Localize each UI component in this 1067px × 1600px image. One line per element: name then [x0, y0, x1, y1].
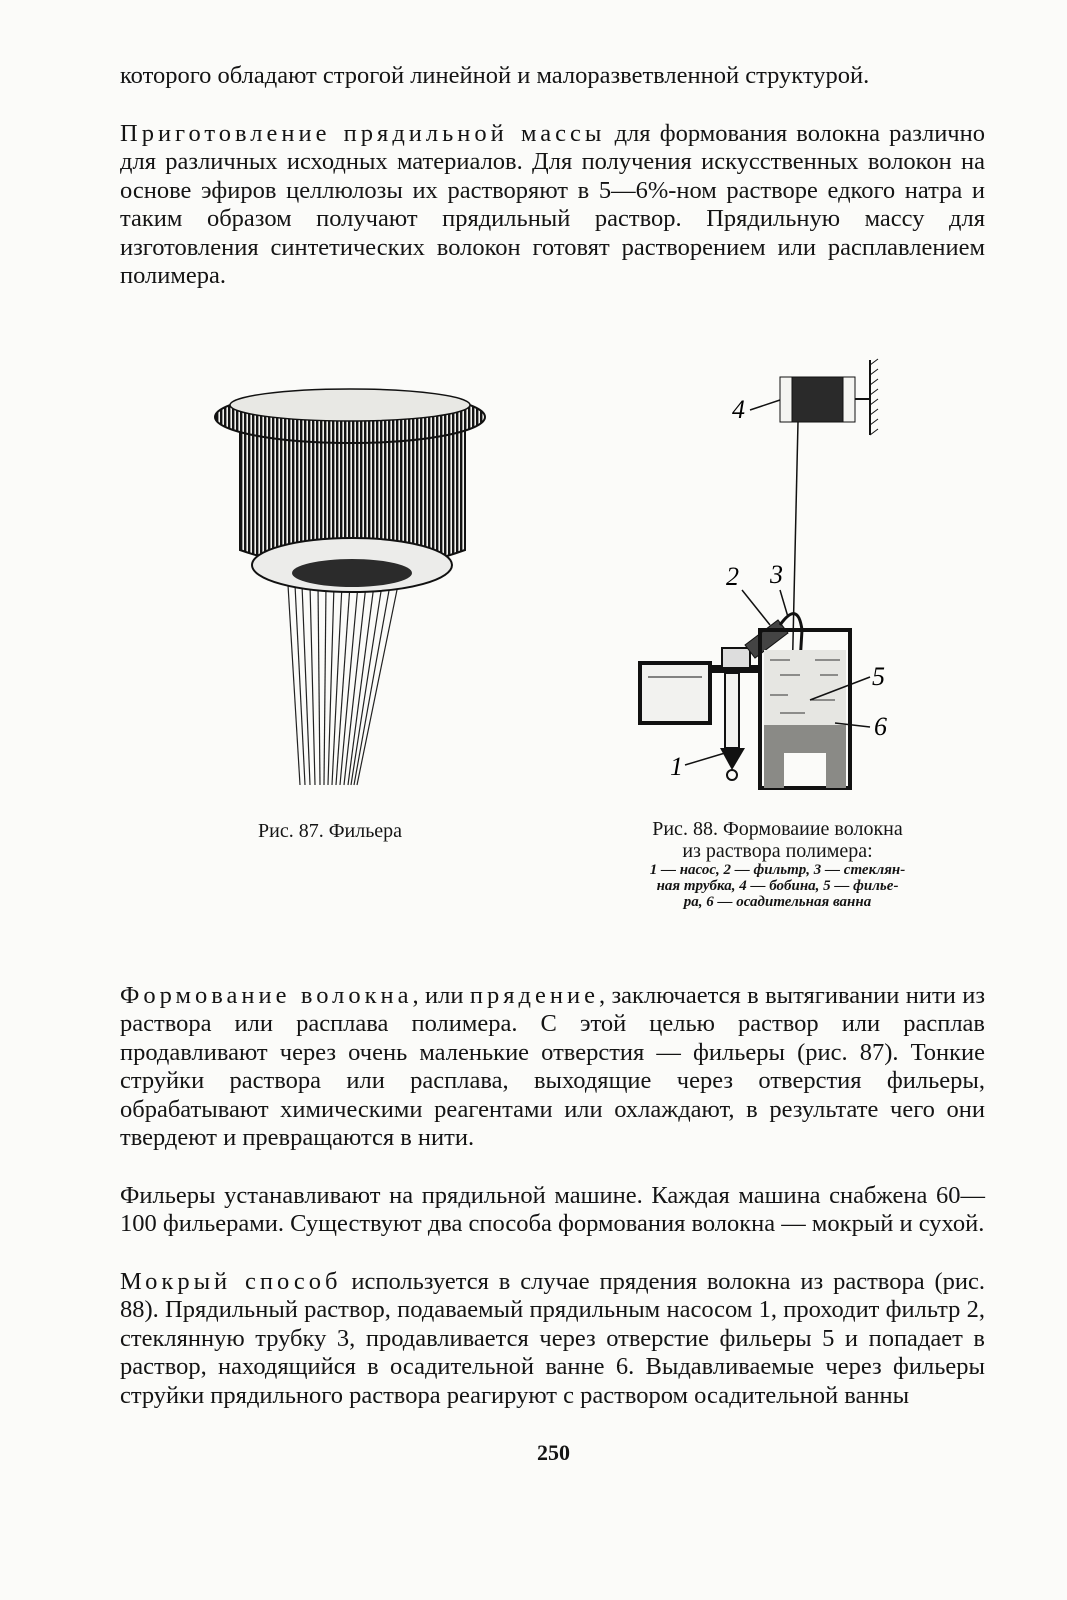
paragraph-4: Фильеры устанавливают на прядильной машине. Каждая машина снабжена 60—100 фильерами. Существуют два способа формования волокна — мокрый и сухой.: [120, 1182, 985, 1238]
paragraph-1: которого обладают строгой линейной и малоразветвленной структурой.: [120, 62, 870, 89]
paragraph-2-lead: Приготовление прядильной массы: [120, 120, 606, 147]
fig87-spinneret-illustration: [200, 375, 520, 795]
label-4: 4: [732, 395, 745, 424]
label-5: 5: [872, 662, 885, 691]
paragraph-5-body: используется в случае прядения волокна из раствора (рис. 88). Прядильный раствор, подаваемый прядильным насосом 1, проходит фильтр 2, стеклянную трубку 3, продавливается через отверстие фильеры 5 и попадает в раствор, находящийся в осадительной ванне 6. Выдавливаемые через фильеры струйки прядильного раствора реагируют с раствором осадительной ванны: [120, 1268, 985, 1409]
thread: [792, 422, 798, 685]
page-number: 250: [537, 1440, 570, 1465]
fig88-legend-line1: 1 — насос, 2 — фильтр, 3 — стеклян-: [649, 862, 906, 878]
fig88-legend-line3: ра, 6 — осадительная ванна: [683, 894, 872, 910]
paragraph-3-mid: , или: [412, 982, 470, 1009]
paragraph-3: [120, 982, 985, 1152]
fig88-caption-line2: из раствора полимера:: [682, 840, 873, 862]
label-1: 1: [670, 752, 683, 781]
pump: [720, 748, 745, 770]
fig88-spinning-scheme: [630, 355, 930, 795]
paragraph-5: [120, 1268, 985, 1410]
paragraph-3-lead1: Формование волокна: [120, 982, 413, 1009]
solution-tank: [640, 663, 710, 723]
fig88-caption-line1: Рис. 88. Формоваиие волокна: [652, 818, 903, 840]
fig88-caption: [605, 818, 950, 910]
label-6: 6: [874, 712, 887, 741]
label-3: 3: [770, 560, 783, 589]
fig88-legend-line2: ная трубка, 4 — бобина, 5 — филье-: [656, 878, 899, 894]
label-2: 2: [726, 562, 739, 591]
paragraph-3-lead2: прядение: [469, 982, 599, 1009]
fig87-caption: Рис. 87. Фильера: [258, 820, 403, 842]
paragraph-2: [120, 120, 985, 290]
paragraph-2-body: для формования волокна различно для различных исходных материалов. Для получения искусственных волокон на основе эфиров целлюлозы их растворяют в 5—6%-ном растворе едкого натра и таким образом получают прядильный раствор. Прядильную массу для изготовления синтетических волокон готовят растворением или расплавлением полимера.: [120, 120, 985, 290]
paragraph-3-body: , заключается в вытягивании нити из раствора или расплава полимера. С этой целью раствор или расплав продавливают через очень маленькие отверстия — фильеры (рис. 87). Тонкие струйки раствора или расплава, выходящие через отверстия фильеры, обрабатывают химическими реагентами или охлаждают, в результате чего они твердеют и превращаются в нити.: [120, 982, 986, 1152]
paragraph-5-lead: Мокрый способ: [120, 1268, 342, 1295]
fiber-bundle: [288, 585, 398, 785]
